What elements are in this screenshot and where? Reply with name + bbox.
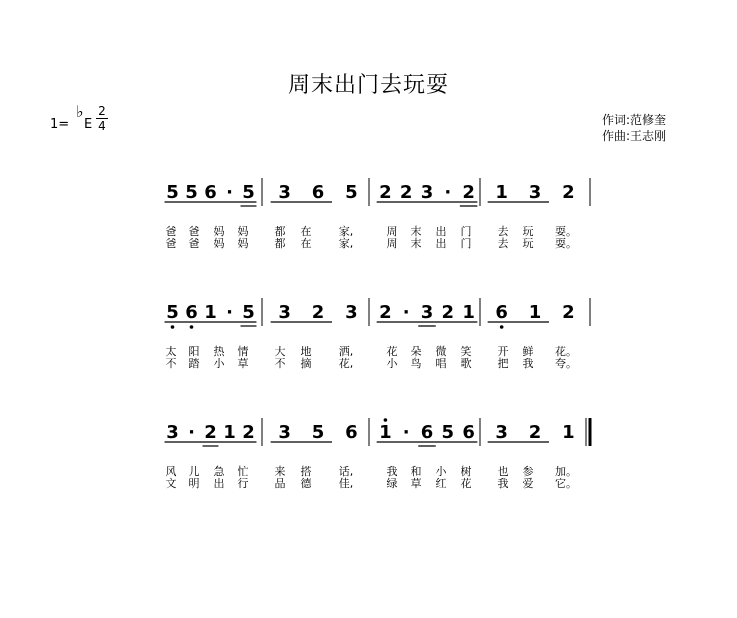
lyricist-credit: 作词:范修奎 [602, 113, 667, 127]
lyric-verse-2: 草 [237, 357, 249, 370]
lyric-verse-1: 参 [522, 465, 534, 478]
lyric-verse-2: 小 [386, 357, 398, 370]
note-digit: 6 [345, 422, 358, 443]
lyric-verse-1: 我 [386, 465, 398, 478]
lyric-verse-2: 绿 [386, 477, 398, 490]
lyric-verse-1: 大 [274, 345, 286, 358]
lyric-verse-2: 在 [300, 237, 312, 250]
note-digit: 1 [204, 302, 217, 323]
lyric-verse-1: 热 [213, 345, 225, 358]
lyric-verse-1: 开 [497, 345, 509, 358]
note-digit: 1 [562, 422, 575, 443]
note-digit: 2 [379, 302, 392, 323]
note-digit: 5 [185, 182, 198, 203]
lyric-verse-1: 末 [410, 225, 422, 238]
lyric-verse-1: 去 [497, 225, 509, 238]
note-digit: 2 [562, 182, 575, 203]
lyric-verse-2: 去 [497, 237, 509, 250]
lyric-verse-1: 洒, [338, 345, 354, 358]
lyric-verse-1: 情 [237, 345, 249, 358]
lyric-verse-2: 小 [213, 357, 225, 370]
note-digit: 2 [311, 302, 325, 323]
time-denominator: 4 [98, 119, 106, 133]
lyric-verse-1: 花。 [555, 345, 577, 358]
flat-icon: ♭ [76, 102, 84, 121]
low-octave-dot [171, 325, 175, 329]
lyric-verse-2: 佳, [338, 477, 354, 490]
note-digit: 6 [495, 302, 508, 323]
note-digit: 2 [379, 182, 392, 203]
lyric-verse-2: 妈 [213, 237, 225, 250]
dot-mark: · [188, 422, 195, 443]
lyric-verse-2: 花, [338, 357, 354, 370]
lyric-verse-2: 爸 [188, 237, 200, 250]
lyric-verse-2: 爸 [165, 237, 177, 250]
lyric-verse-1: 和 [410, 465, 422, 478]
lyric-verse-2: 都 [274, 237, 286, 250]
time-numerator: 2 [96, 104, 108, 119]
note-digit: 2 [462, 182, 475, 203]
lyric-verse-1: 朵 [410, 345, 422, 358]
lyric-verse-1: 出 [435, 225, 447, 238]
lyric-verse-2: 出 [213, 477, 225, 490]
note-digit: 3 [278, 182, 291, 203]
lyric-verse-1: 家, [338, 225, 354, 238]
key-note: E [84, 117, 93, 132]
note-digit: 2 [562, 302, 575, 323]
lyric-verse-2: 周 [386, 237, 398, 250]
note-digit: 5 [166, 302, 179, 323]
lyric-verse-1: 儿 [188, 465, 200, 478]
lyric-verse-1: 加。 [555, 465, 577, 478]
lyric-verse-1: 耍。 [555, 225, 577, 238]
note-digit: 3 [345, 302, 358, 323]
lyric-verse-1: 门 [460, 225, 472, 238]
lyric-verse-1: 在 [300, 225, 312, 238]
lyric-verse-2: 末 [410, 237, 422, 250]
lyric-verse-1: 爸 [188, 225, 200, 238]
dot-mark: · [226, 302, 233, 323]
lyric-verse-1: 风 [165, 465, 177, 478]
note-digit: 3 [166, 422, 179, 443]
note-digit: 1 [495, 182, 508, 203]
composer-credit: 作曲:王志刚 [602, 129, 667, 143]
lyric-verse-2: 出 [435, 237, 447, 250]
lyric-verse-1: 搭 [300, 465, 312, 478]
lyric-verse-2: 玩 [522, 237, 534, 250]
lyric-verse-2: 踏 [188, 357, 200, 370]
lyric-verse-1: 树 [460, 465, 472, 478]
lyric-verse-1: 小 [435, 465, 447, 478]
note-digit: 6 [311, 182, 325, 203]
lyric-verse-2: 唱 [435, 357, 447, 370]
lyric-verse-2: 它。 [555, 477, 577, 490]
note-digit: 5 [242, 302, 255, 323]
note-digit: 6 [462, 422, 475, 443]
lyric-verse-2: 明 [188, 477, 200, 490]
lyric-verse-1: 周 [386, 225, 398, 238]
lyric-verse-1: 鲜 [522, 345, 534, 358]
lyric-verse-2: 行 [237, 477, 249, 490]
note-digit: 1 [528, 302, 542, 323]
note-digit: 2 [242, 422, 255, 443]
lyric-verse-2: 鸟 [410, 357, 422, 370]
note-digit: 3 [278, 302, 291, 323]
low-octave-dot [190, 325, 194, 329]
lyric-verse-1: 也 [497, 465, 509, 478]
lyric-verse-2: 妈 [237, 237, 249, 250]
note-digit: 3 [278, 422, 291, 443]
lyric-verse-2: 不 [165, 357, 177, 370]
lyric-verse-2: 耍。 [555, 237, 577, 250]
dot-mark: · [402, 422, 410, 443]
lyric-verse-1: 话, [338, 465, 354, 478]
note-digit: 6 [204, 182, 217, 203]
lyric-verse-1: 急 [213, 465, 225, 478]
note-digit: 3 [420, 302, 434, 323]
lyric-verse-2: 夸。 [555, 357, 577, 370]
lyric-verse-1: 爸 [165, 225, 177, 238]
lyric-verse-2: 草 [410, 477, 422, 490]
lyric-verse-2: 文 [165, 477, 177, 490]
lyric-verse-1: 玩 [522, 225, 534, 238]
lyric-verse-2: 品 [274, 477, 286, 490]
lyric-verse-1: 太 [165, 345, 177, 358]
note-digit: 1 [462, 302, 475, 323]
high-octave-dot [384, 418, 388, 422]
lyric-verse-2: 家, [338, 237, 354, 250]
lyric-verse-1: 都 [274, 225, 286, 238]
lyric-verse-1: 地 [300, 345, 312, 358]
lyric-verse-2: 我 [497, 477, 509, 490]
lyric-verse-2: 德 [300, 477, 312, 490]
note-digit: 5 [242, 182, 255, 203]
lyric-verse-2: 我 [522, 357, 534, 370]
lyric-verse-1: 笑 [460, 345, 472, 358]
note-digit: 6 [420, 422, 434, 443]
note-digit: 5 [166, 182, 179, 203]
lyric-verse-1: 微 [435, 345, 447, 358]
note-digit: 5 [311, 422, 325, 443]
note-digit: 6 [185, 302, 198, 323]
note-digit: 3 [528, 182, 542, 203]
lyric-verse-2: 红 [435, 477, 447, 490]
note-digit: 3 [420, 182, 434, 203]
lyric-verse-1: 妈 [237, 225, 249, 238]
note-digit: 2 [204, 422, 217, 443]
lyric-verse-2: 花 [460, 477, 472, 490]
dot-mark: · [444, 182, 452, 203]
lyric-verse-2: 歌 [460, 357, 472, 370]
note-digit: 5 [345, 182, 358, 203]
note-digit: 5 [441, 422, 455, 443]
lyric-verse-2: 门 [460, 237, 472, 250]
lyric-verse-1: 花 [386, 345, 398, 358]
note-digit: 2 [441, 302, 455, 323]
dot-mark: · [402, 302, 410, 323]
note-digit: 1 [379, 422, 392, 443]
lyric-verse-2: 爱 [522, 477, 534, 490]
dot-mark: · [226, 182, 233, 203]
lyric-verse-2: 把 [497, 357, 509, 370]
lyric-verse-1: 来 [274, 465, 286, 478]
lyric-verse-1: 妈 [213, 225, 225, 238]
note-digit: 1 [223, 422, 236, 443]
lyric-verse-1: 忙 [237, 465, 249, 478]
key-label: 1= [50, 117, 70, 132]
note-digit: 3 [495, 422, 508, 443]
lyric-verse-2: 摘 [300, 357, 312, 370]
lyric-verse-1: 阳 [188, 345, 200, 358]
song-title: 周末出门去玩耍 [287, 73, 449, 98]
note-digit: 2 [528, 422, 542, 443]
low-octave-dot [500, 325, 504, 329]
lyric-verse-2: 不 [274, 357, 286, 370]
note-digit: 2 [399, 182, 413, 203]
